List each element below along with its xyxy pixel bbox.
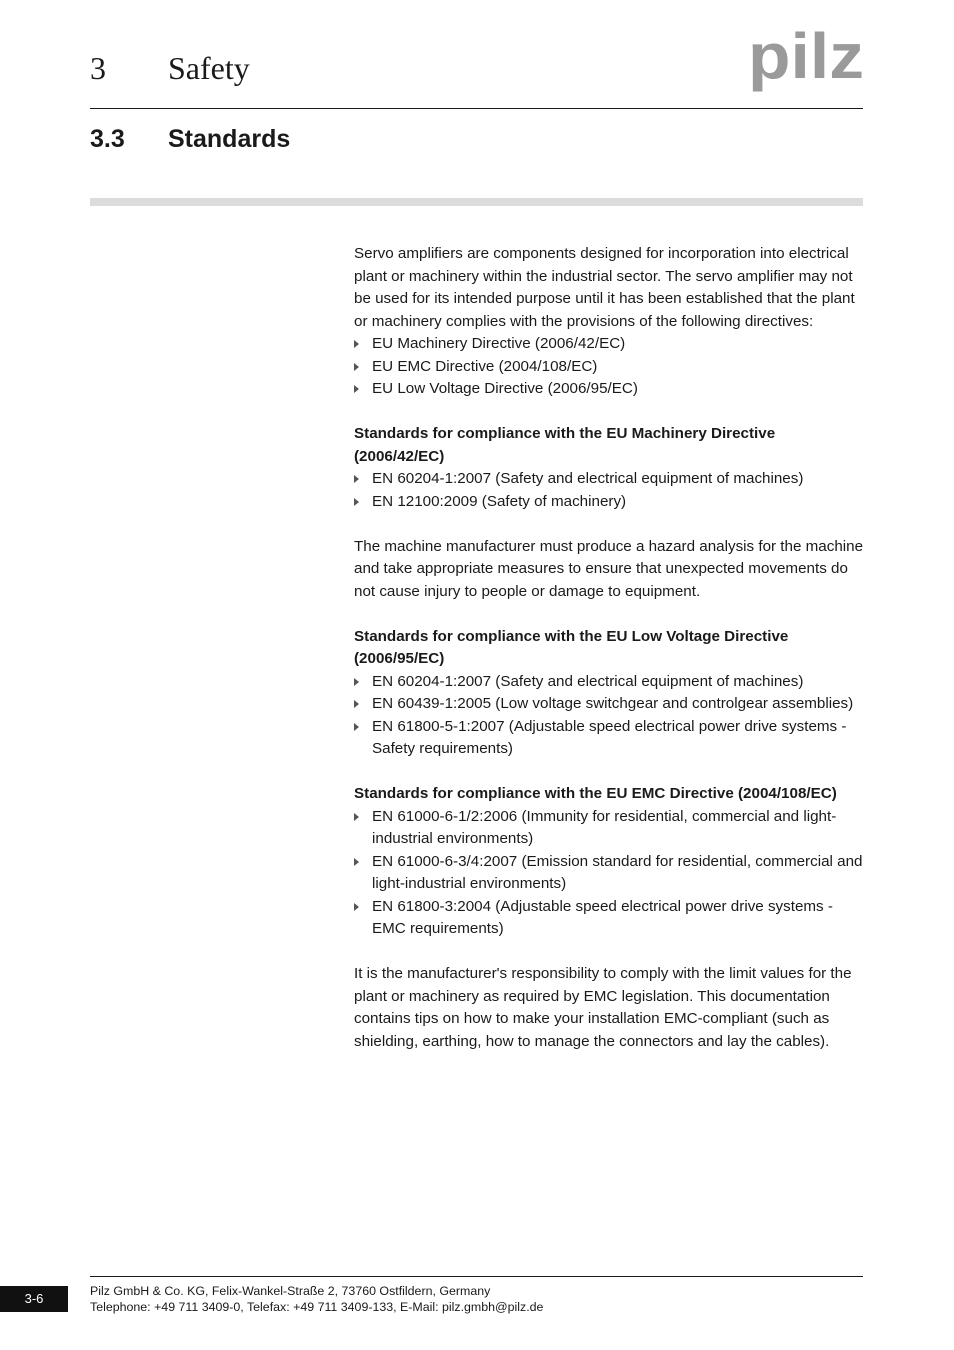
list-item: EN 60204-1:2007 (Safety and electrical equipment of machines): [354, 468, 864, 491]
bullet-icon: [354, 858, 359, 866]
footer-company-line: Pilz GmbH & Co. KG, Felix-Wankel-Straße 2, 73760 Ostfildern, Germany: [90, 1284, 491, 1298]
section-number: 3.3: [90, 125, 125, 153]
machinery-standards-list: [354, 468, 864, 513]
bullet-icon: [354, 385, 359, 393]
section-heading: [90, 124, 290, 154]
emc-paragraph: It is the manufacturer's responsibility to comply with the limit values for the plant or machinery as required by EMC legislation. This documentation contains tips on how to make your installation EMC-compliant (such as shielding, earthing, how to manage the connectors and lay the cables).: [354, 965, 852, 1050]
intro-paragraph: Servo amplifiers are components designed for incorporation into electrical plant or machinery within the industrial sector. The servo amplifier may not be used for its intended purpose until it has been established that the plant or machinery complies with the provisions of the following directives:: [354, 245, 855, 330]
list-item: EU Machinery Directive (2006/42/EC): [354, 333, 864, 356]
footer-contact-line: Telephone: +49 711 3409-0, Telefax: +49 711 3409-133, E-Mail: pilz.gmbh@pilz.de: [90, 1300, 544, 1314]
page-number: 3-6: [0, 1286, 68, 1312]
list-item: EN 61000-6-1/2:2006 (Immunity for residential, commercial and light-industrial environments): [354, 806, 864, 851]
header-divider: [90, 108, 863, 109]
emc-heading: Standards for compliance with the EU EMC Directive (2004/108/EC): [354, 785, 837, 802]
chapter-number: 3: [90, 50, 106, 86]
list-item: EU Low Voltage Directive (2006/95/EC): [354, 378, 864, 401]
section-bar: [90, 198, 863, 206]
bullet-icon: [354, 498, 359, 506]
emc-standards-list: [354, 806, 864, 941]
main-content: [354, 243, 864, 1053]
low-voltage-standards-list: [354, 671, 864, 761]
bullet-icon: [354, 475, 359, 483]
footer-divider: [90, 1276, 863, 1277]
list-item: EN 61800-5-1:2007 (Adjustable speed electrical power drive systems - Safety requirements): [354, 716, 864, 761]
bullet-icon: [354, 678, 359, 686]
list-item: EN 60204-1:2007 (Safety and electrical equipment of machines): [354, 671, 864, 694]
hazard-paragraph: The machine manufacturer must produce a hazard analysis for the machine and take appropriate measures to ensure that unexpected movements do not cause injury to people or damage to equipment.: [354, 537, 864, 600]
pilz-logo: [748, 28, 866, 94]
section-title: Standards: [168, 125, 291, 153]
bullet-icon: [354, 813, 359, 821]
machinery-heading: Standards for compliance with the EU Machinery Directive (2006/42/EC): [354, 425, 776, 465]
bullet-icon: [354, 723, 359, 731]
directive-list: [354, 333, 864, 401]
bullet-icon: [354, 363, 359, 371]
list-item: EN 61800-3:2004 (Adjustable speed electrical power drive systems - EMC requirements): [354, 896, 864, 941]
chapter-title: Safety: [168, 50, 250, 86]
list-item: EN 61000-6-3/4:2007 (Emission standard for residential, commercial and light-industrial environments): [354, 851, 864, 896]
list-item: EU EMC Directive (2004/108/EC): [354, 356, 864, 379]
low-voltage-heading: Standards for compliance with the EU Low Voltage Directive (2006/95/EC): [354, 627, 789, 667]
bullet-icon: [354, 700, 359, 708]
logo-wordmark: pilz: [748, 28, 864, 92]
list-item: EN 60439-1:2005 (Low voltage switchgear and controlgear assemblies): [354, 693, 864, 716]
list-item: EN 12100:2009 (Safety of machinery): [354, 491, 864, 514]
bullet-icon: [354, 903, 359, 911]
bullet-icon: [354, 340, 359, 348]
footer-address: [90, 1283, 543, 1315]
